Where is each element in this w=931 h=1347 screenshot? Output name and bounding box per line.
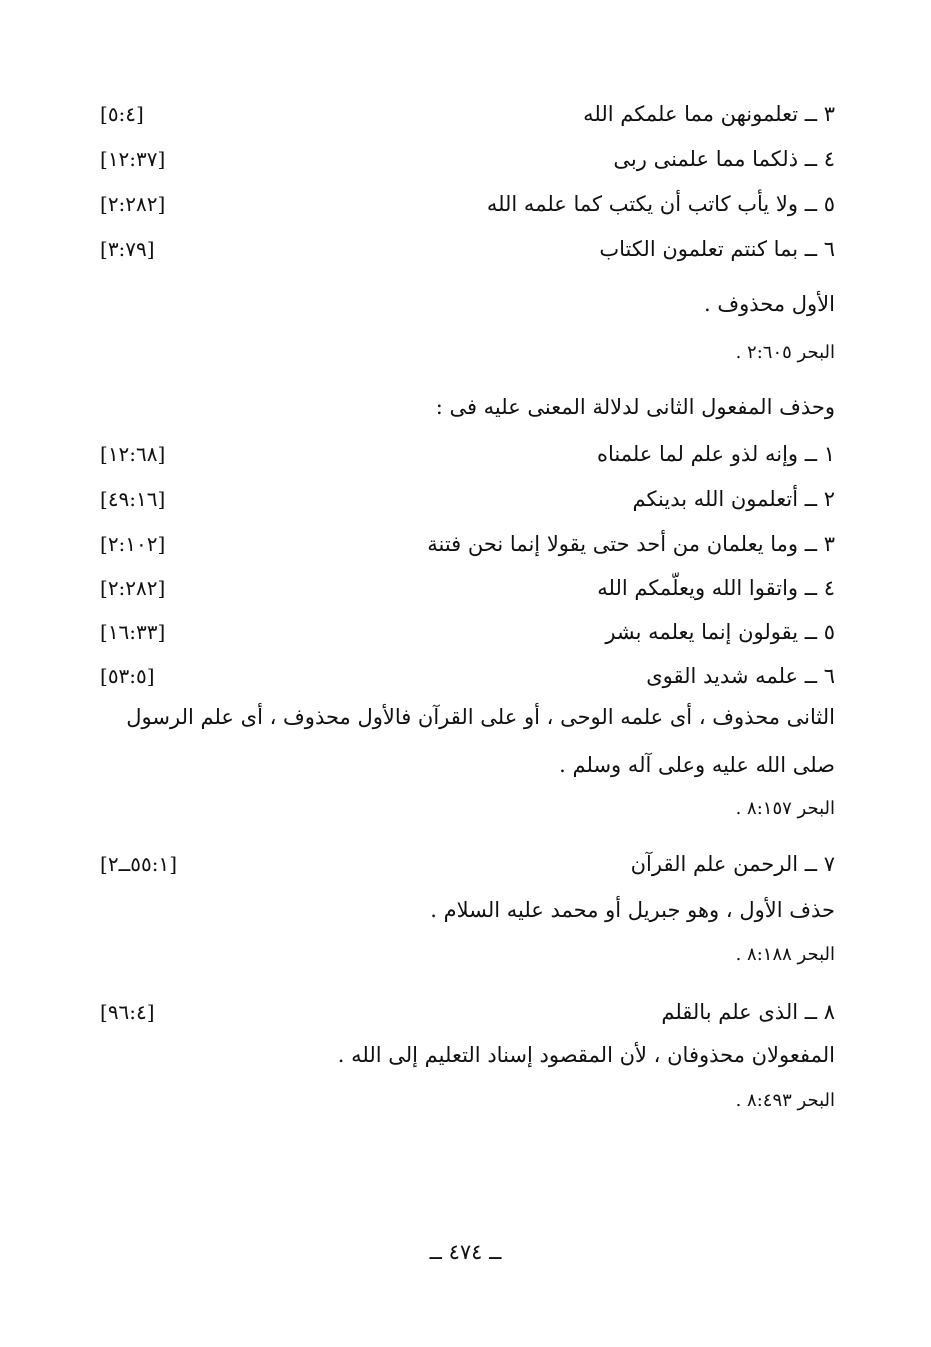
source-reference: البحر ٨:١٥٧ . xyxy=(735,798,835,819)
verse-text: ٢ ــ أتعلمون الله بدينكم xyxy=(632,487,835,511)
verse-line xyxy=(100,92,835,136)
verse-text: ٦ ــ بما كنتم تعلمون الكتاب xyxy=(599,237,835,261)
verse-reference: [٣:٧٩] xyxy=(100,237,155,261)
verse-reference: [١٢:٦٨] xyxy=(100,442,166,466)
verse-reference: [٩٦:٤] xyxy=(100,1000,155,1024)
verse-text: ٧ ــ الرحمن علم القرآن xyxy=(630,852,835,876)
verse-line xyxy=(100,477,835,521)
page-number: ــ ٤٧٤ ــ xyxy=(429,1240,502,1264)
verse-line xyxy=(100,610,835,654)
verse-reference: [٢:٢٨٢] xyxy=(100,576,166,600)
verse-line xyxy=(100,842,835,886)
note-text: صلى الله عليه وعلى آله وسلم . xyxy=(559,753,835,777)
verse-reference: [٤٩:١٦] xyxy=(100,487,166,511)
verse-reference: [٥٣:٥] xyxy=(100,664,155,688)
verse-line xyxy=(100,227,835,271)
verse-line xyxy=(100,990,835,1034)
verse-reference: [١٢:٣٧] xyxy=(100,147,166,171)
verse-reference: [٥٥:١ــ٢] xyxy=(100,852,178,876)
verse-reference: [٢:٢٨٢] xyxy=(100,192,166,216)
verse-line xyxy=(100,432,835,476)
verse-text: ١ ــ وإنه لذو علم لما علمناه xyxy=(596,442,835,466)
verse-text: ٤ ــ ذلكما مما علمنى ربى xyxy=(613,147,835,171)
note-text: المفعولان محذوفان ، لأن المقصود إسناد التعليم إلى الله . xyxy=(337,1043,835,1067)
verse-text: ٦ ــ علمه شديد القوى xyxy=(646,664,835,688)
source-reference: البحر ٢:٦٠٥ . xyxy=(735,342,835,363)
source-reference: البحر ٨:٤٩٣ . xyxy=(735,1090,835,1111)
verse-text: ٣ ــ وما يعلمان من أحد حتى يقولا إنما نحن فتنة xyxy=(427,532,835,556)
verse-reference: [٢:١٠٢] xyxy=(100,532,166,556)
verse-reference: [٥:٤] xyxy=(100,102,144,126)
source-reference: البحر ٨:١٨٨ . xyxy=(735,944,835,965)
note-text: حذف الأول ، وهو جبريل أو محمد عليه السلام . xyxy=(430,898,835,922)
section-heading: وحذف المفعول الثانى لدلالة المعنى عليه فى : xyxy=(435,395,835,419)
verse-line xyxy=(100,522,835,566)
verse-text: ٥ ــ يقولون إنما يعلمه بشر xyxy=(605,620,835,644)
verse-reference: [١٦:٣٣] xyxy=(100,620,166,644)
verse-text: ٥ ــ ولا يأب كاتب أن يكتب كما علمه الله xyxy=(486,192,835,216)
verse-text: ٨ ــ الذى علم بالقلم xyxy=(661,1000,835,1024)
note-text: الأول محذوف . xyxy=(704,292,835,316)
verse-text: ٤ ــ واتقوا الله ويعلّمكم الله xyxy=(597,576,835,600)
verse-line xyxy=(100,566,835,610)
verse-line xyxy=(100,182,835,226)
verse-line xyxy=(100,137,835,181)
verse-text: ٣ ــ تعلمونهن مما علمكم الله xyxy=(583,102,835,126)
verse-line xyxy=(100,654,835,698)
note-text: الثانى محذوف ، أى علمه الوحى ، أو على القرآن فالأول محذوف ، أى علم الرسول xyxy=(126,705,835,729)
